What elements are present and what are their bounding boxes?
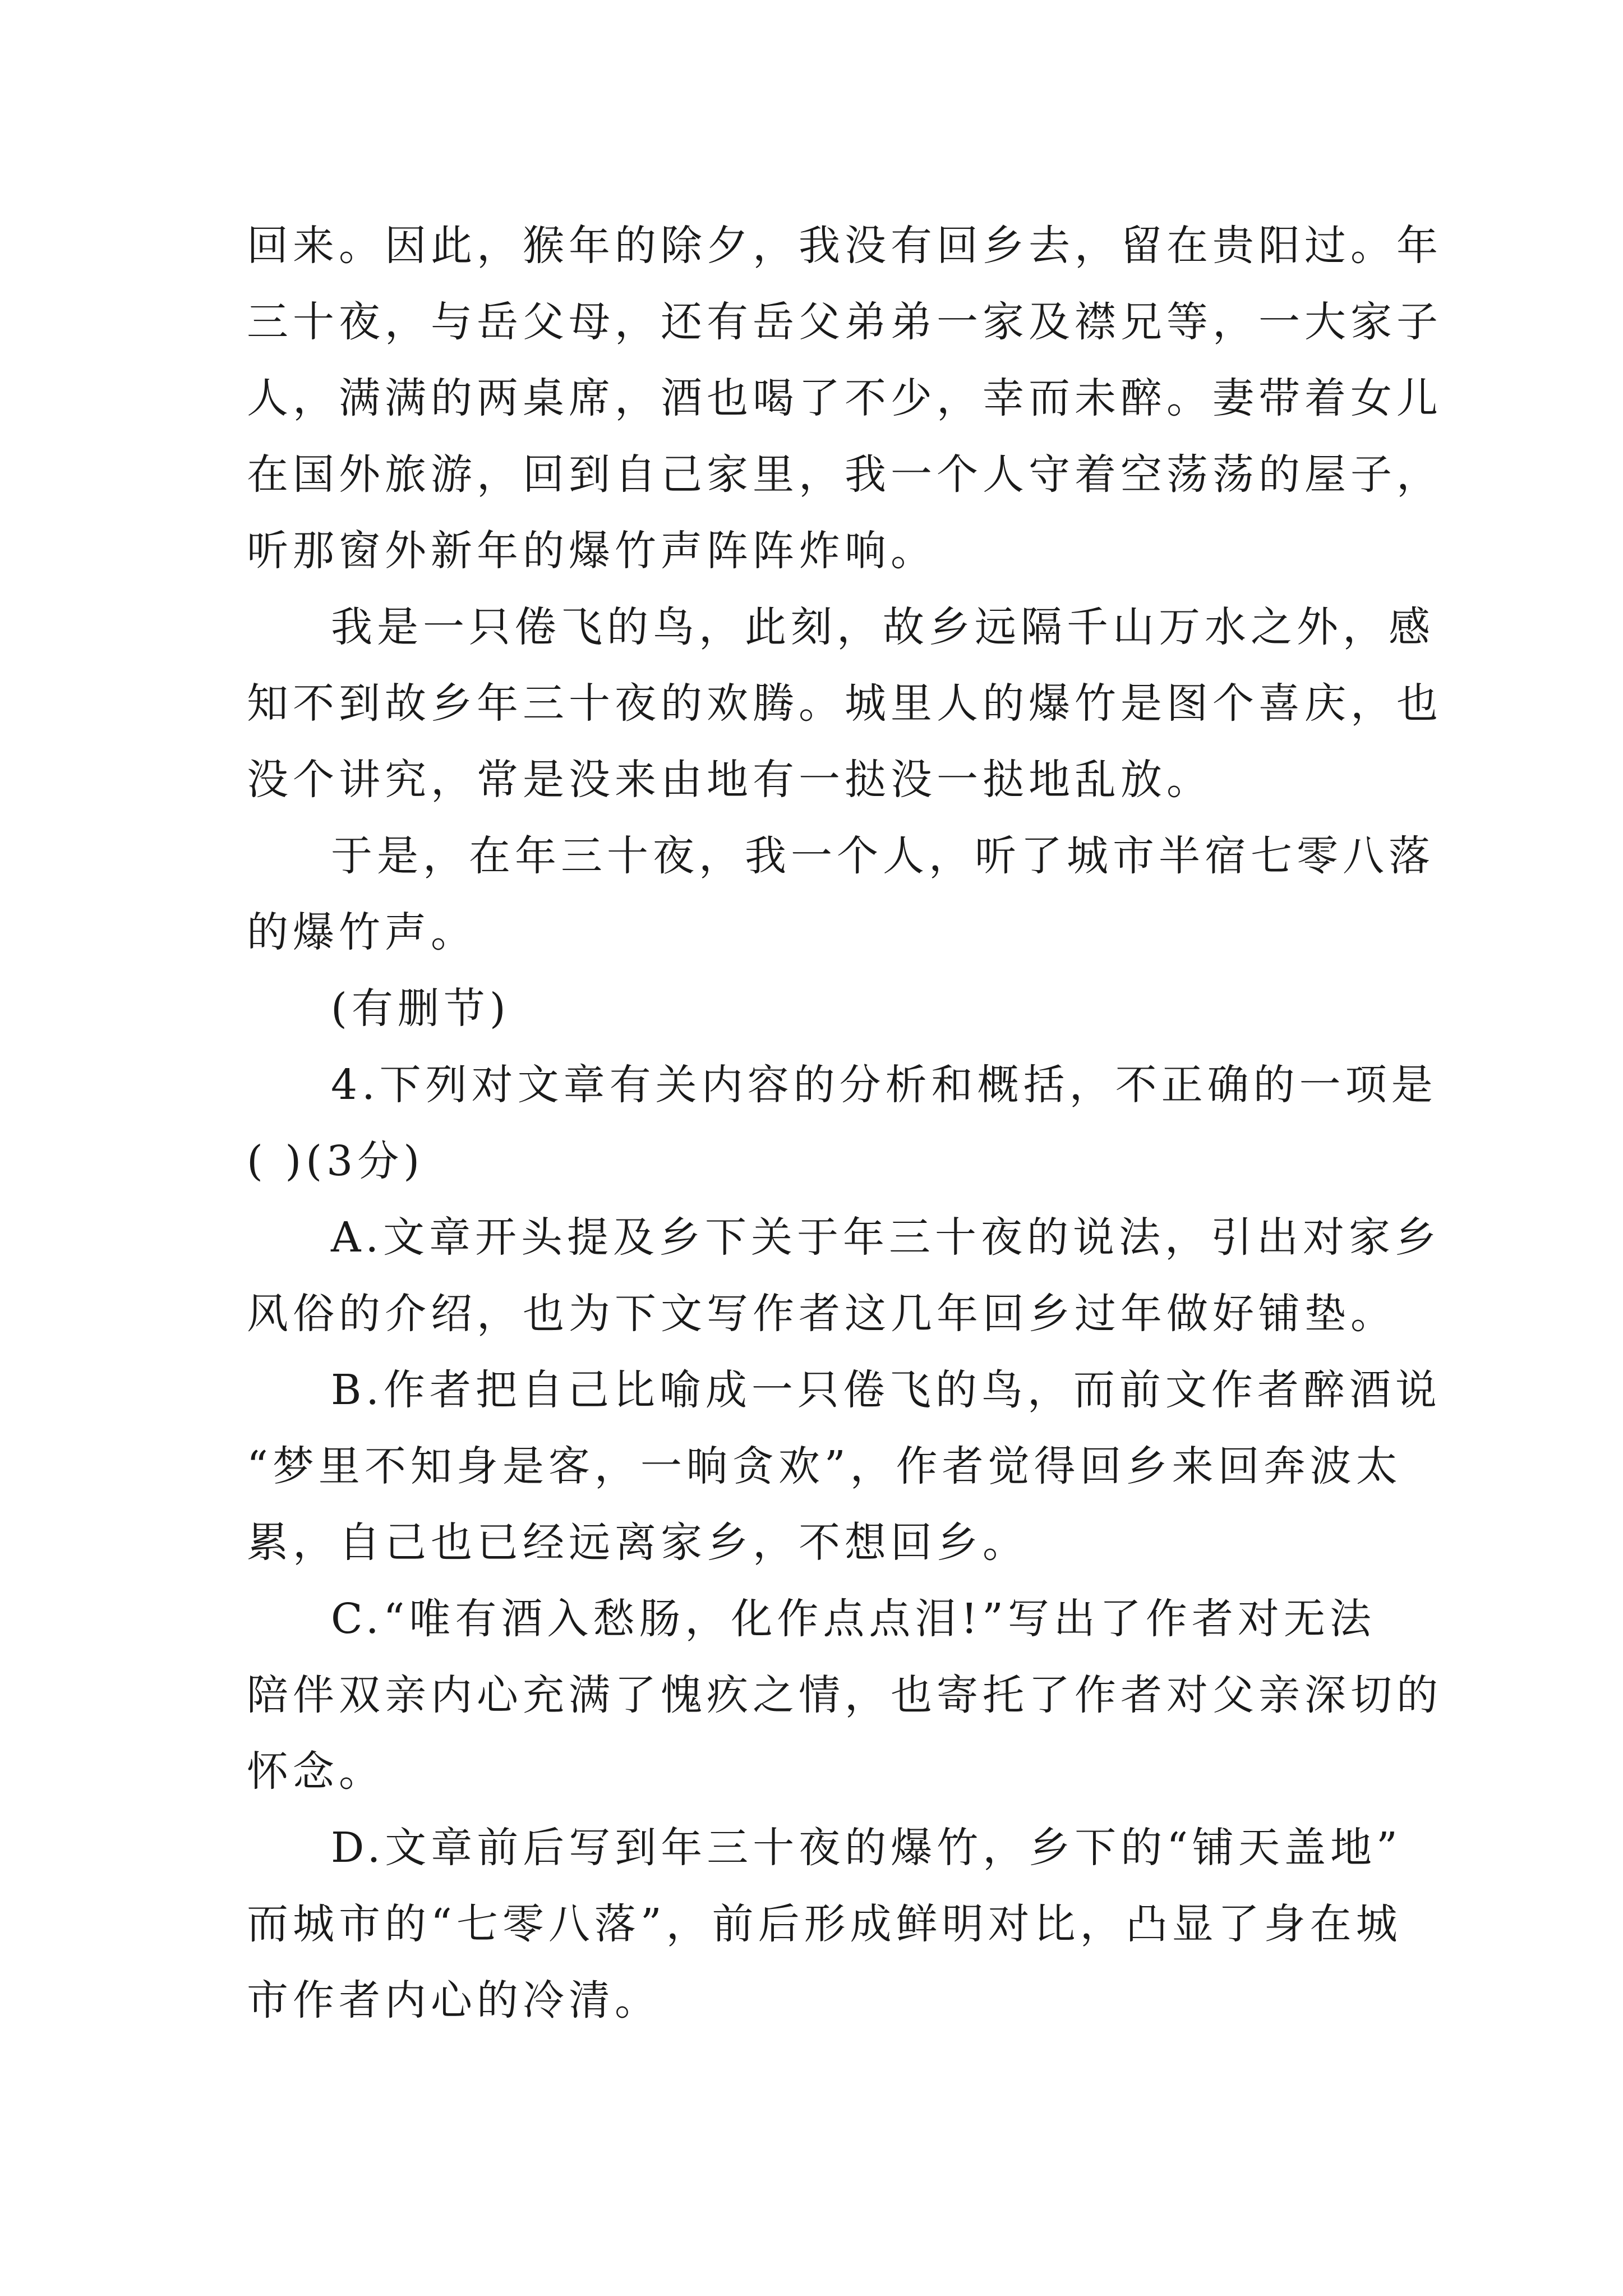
option-b-continued: “梦里不知身是客，一晌贪欢”，作者觉得回乡来回奔波太 bbox=[247, 1442, 1402, 1490]
document-body bbox=[247, 208, 1442, 2039]
text-line: 听那窗外新年的爆竹声阵阵炸响。 bbox=[247, 527, 937, 575]
option-c-continued: 陪伴双亲内心充满了愧疚之情，也寄托了作者对父亲深切的 bbox=[247, 1671, 1442, 1719]
question-stem: 4.下列对文章有关内容的分析和概括，不正确的一项是 bbox=[331, 1061, 1437, 1109]
option-d-continued: 市作者内心的冷清。 bbox=[247, 1976, 661, 2024]
text-line: 人，满满的两桌席，酒也喝了不少，幸而未醉。妻带着女儿 bbox=[247, 374, 1442, 422]
paragraph-start-line: 于是，在年三十夜，我一个人，听了城市半宿七零八落 bbox=[331, 832, 1435, 880]
option-d: D.文章前后写到年三十夜的爆竹，乡下的“铺天盖地” bbox=[331, 1824, 1402, 1872]
abridged-note: (有删节) bbox=[331, 984, 510, 1033]
option-a: A.文章开头提及乡下关于年三十夜的说法，引出对家乡 bbox=[331, 1213, 1441, 1262]
option-c: C.“唯有酒入愁肠，化作点点泪!”写出了作者对无法 bbox=[331, 1595, 1376, 1643]
option-d-continued: 而城市的“七零八落”，前后形成鲜明对比，凸显了身在城 bbox=[247, 1900, 1402, 1948]
option-b-continued: 累，自己也已经远离家乡，不想回乡。 bbox=[247, 1519, 1029, 1567]
text-line: 的爆竹声。 bbox=[247, 908, 477, 956]
option-c-continued: 怀念。 bbox=[247, 1747, 385, 1796]
text-line: 在国外旅游，回到自己家里，我一个人守着空荡荡的屋子， bbox=[247, 450, 1442, 499]
paragraph-start-line: 我是一只倦飞的鸟，此刻，故乡远隔千山万水之外，感 bbox=[331, 603, 1435, 651]
text-line: 没个讲究，常是没来由地有一挞没一挞地乱放。 bbox=[247, 756, 1212, 804]
option-a-continued: 风俗的介绍，也为下文写作者这几年回乡过年做好铺垫。 bbox=[247, 1290, 1396, 1338]
text-line: 知不到故乡年三十夜的欢腾。城里人的爆竹是图个喜庆，也 bbox=[247, 679, 1442, 728]
text-line: 回来。因此，猴年的除夕，我没有回乡去，留在贵阳过。年 bbox=[247, 222, 1442, 270]
text-line: 三十夜，与岳父母，还有岳父弟弟一家及襟兄等，一大家子 bbox=[247, 298, 1442, 346]
option-b: B.作者把自己比喻成一只倦飞的鸟，而前文作者醉酒说 bbox=[331, 1366, 1441, 1414]
question-score: ( )(3分) bbox=[247, 1137, 425, 1185]
